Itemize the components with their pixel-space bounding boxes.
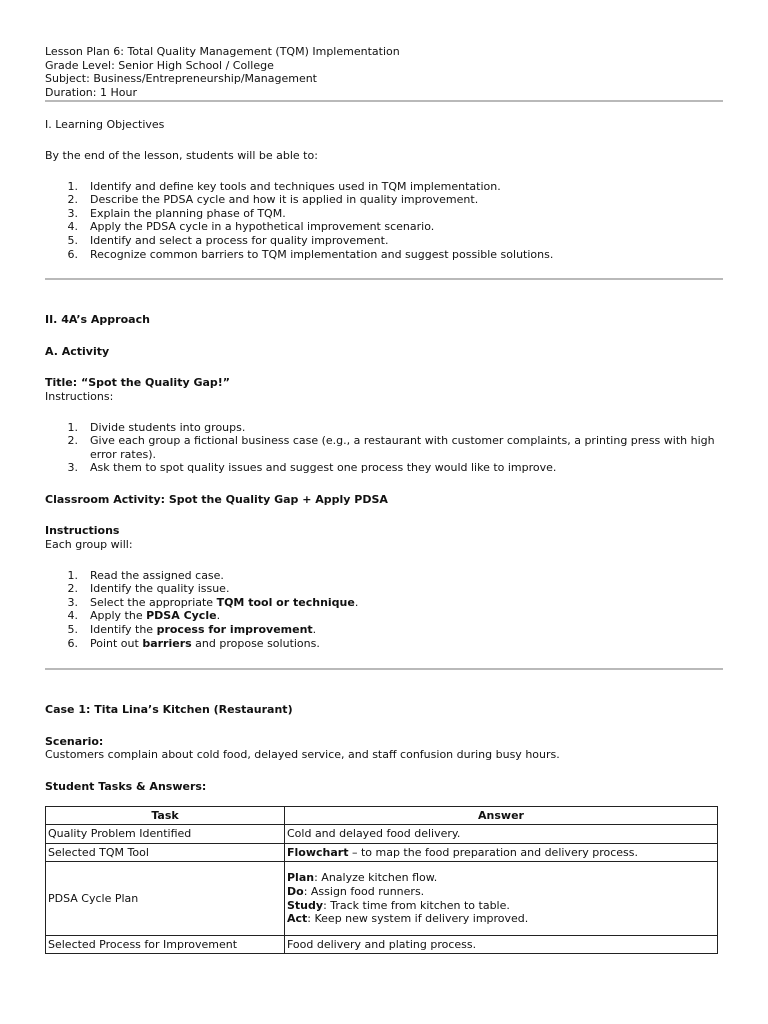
instructions-list [45, 421, 723, 475]
tasks-table [45, 806, 718, 955]
task-cell: Quality Problem Identified [46, 825, 285, 844]
list-item: 6. Point out barriers and propose solutions. [67, 636, 320, 650]
tasks-heading: Student Tasks & Answers: [45, 780, 207, 793]
divider [45, 278, 723, 280]
task-cell: PDSA Cycle Plan [46, 862, 285, 935]
table-row [46, 862, 718, 935]
list-item: 2. Give each group a fictional business case (e.g., a restaurant with customer complaints, a printing press with high error rates). [67, 434, 715, 461]
classroom-activity-heading: Classroom Activity: Spot the Quality Gap + Apply PDSA [45, 492, 388, 506]
case-heading: Case 1: Tita Lina’s Kitchen (Restaurant) [45, 703, 293, 717]
table-row [46, 935, 718, 954]
list-item: 1. Read the assigned case. [67, 568, 224, 582]
list-item: 6. Recognize common barriers to TQM implementation and suggest possible solutions. [67, 247, 554, 261]
answer-cell: Flowchart – to map the food preparation and delivery process. [285, 843, 718, 862]
scenario-label: Scenario: [45, 734, 104, 748]
activity-heading: A. Activity [45, 344, 110, 358]
group-tasks-list [45, 569, 723, 651]
list-item: 5. Identify and select a process for quality improvement. [67, 233, 389, 247]
list-item: 4. Apply the PDSA Cycle. [67, 609, 221, 623]
approach-heading: II. 4A’s Approach [45, 313, 150, 327]
pdsa-study: Study: Track time from kitchen to table. [287, 898, 510, 912]
column-header-answer: Answer [285, 806, 718, 825]
task-cell: Selected Process for Improvement [46, 935, 285, 954]
lesson-title: Lesson Plan 6: Total Quality Management (TQM) Implementation [45, 45, 400, 58]
table-row [46, 843, 718, 862]
group-intro: Each group will: [45, 538, 133, 552]
instructions-heading: Instructions [45, 524, 120, 538]
list-item: 3. Ask them to spot quality issues and suggest one process they would like to improve. [67, 461, 557, 475]
list-item: 2. Identify the quality issue. [67, 582, 230, 596]
list-item: 3. Explain the planning phase of TQM. [67, 206, 286, 220]
divider [45, 668, 723, 670]
answer-cell: Food delivery and plating process. [285, 935, 718, 954]
list-item: 1. Identify and define key tools and techniques used in TQM implementation. [67, 179, 501, 193]
objectives-intro: By the end of the lesson, students will be able to: [45, 148, 318, 162]
pdsa-do: Do: Assign food runners. [287, 884, 425, 898]
objectives-heading: I. Learning Objectives [45, 118, 165, 132]
list-item: 4. Apply the PDSA cycle in a hypothetical improvement scenario. [67, 220, 435, 234]
answer-cell: Cold and delayed food delivery. [285, 825, 718, 844]
table-row [46, 825, 718, 844]
pdsa-plan: Plan: Analyze kitchen flow. [287, 871, 438, 885]
activity-title: Title: “Spot the Quality Gap!” [45, 376, 231, 390]
list-item: 1. Divide students into groups. [67, 420, 246, 434]
instructions-label: Instructions: [45, 389, 114, 403]
list-item: 5. Identify the process for improvement. [67, 623, 317, 637]
list-item: 2. Describe the PDSA cycle and how it is applied in quality improvement. [67, 193, 479, 207]
divider [45, 100, 723, 102]
subject: Subject: Business/Entrepreneurship/Management [45, 72, 317, 86]
column-header-task: Task [46, 806, 285, 825]
pdsa-act: Act: Keep new system if delivery improved. [287, 912, 529, 926]
answer-cell [285, 862, 718, 935]
scenario-text: Customers complain about cold food, delayed service, and staff confusion during busy hours. [45, 748, 560, 762]
duration: Duration: 1 Hour [45, 85, 137, 99]
objectives-list [45, 180, 723, 262]
document-page [45, 45, 723, 954]
list-item: 3. Select the appropriate TQM tool or technique. [67, 595, 359, 609]
table-header-row [46, 806, 718, 825]
grade-level: Grade Level: Senior High School / College [45, 58, 274, 72]
task-cell: Selected TQM Tool [46, 843, 285, 862]
